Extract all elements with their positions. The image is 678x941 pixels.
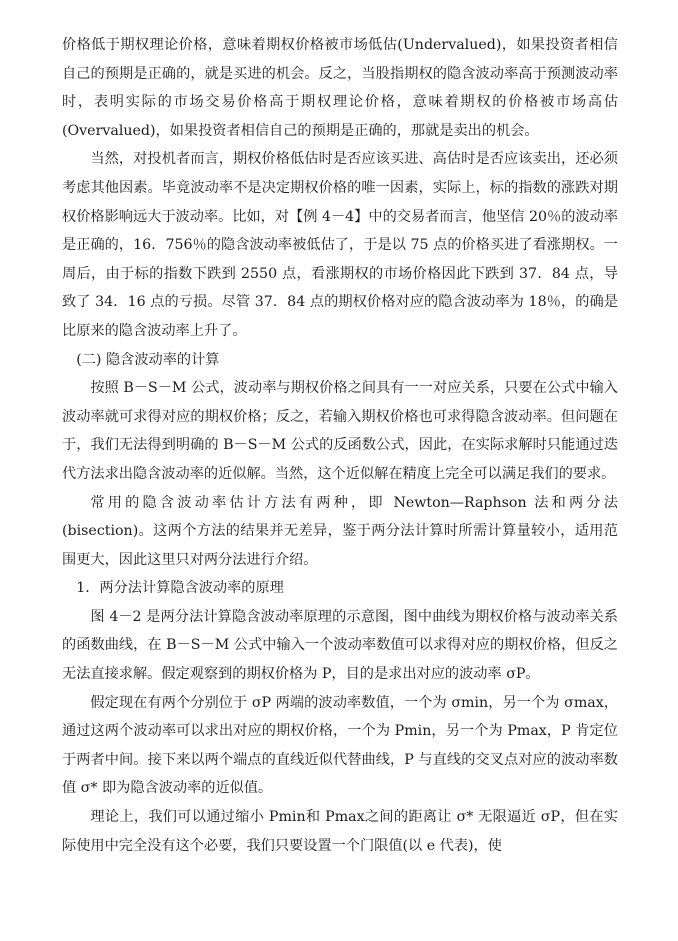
paragraph-bsm: 按照 B－S－M 公式，波动率与期权价格之间具有一一对应关系，只要在公式中输入波动率就可求得对应的期权价格；反之，若输入期权价格也可求得隐含波动率。但问题在于，我们无法得到明确的 B－S－M 公式的反函数公式，因此，在实际求解时只能通过迭代方法求出隐含波动率的近似解。当然，这个近似解在精度上完全可以满足我们的要求。 <box>62 380 618 482</box>
paragraph-figure: 图 4－2 是两分法计算隐含波动率原理的示意图，图中曲线为期权价格与波动率关系的函数曲线，在 B－S－M 公式中输入一个波动率数值可以求得对应的期权价格，但反之无法直接求解。假定观察到的期权价格为 P，目的是求出对应的波动率 σP。 <box>62 608 618 683</box>
section-heading: (二) 隐含波动率的计算 <box>76 351 220 368</box>
paragraph-methods: 常用的隐含波动率估计方法有两种，即 Newton—Raphson 法和两分法(bisection)。这两个方法的结果并无差异，鉴于两分法计算时所需计算量较小，适用范围更大，因此这里只对两分法进行介绍。 <box>62 494 618 568</box>
paragraph-valuation: 价格低于期权理论价格，意味着期权价格被市场低估(Undervalued)，如果投资者相信自己的预期是正确的，就是买进的机会。反之，当股指期权的隐含波动率高于预测波动率时，表明实际的市场交易价格高于期权理论价格，意味着期权的价格被市场高估(Overvalued)，如果投资者相信自己的预期是正确的，那就是卖出的机会。 <box>62 37 618 139</box>
paragraph-endpoints: 假定现在有两个分别位于 σP 两端的波动率数值，一个为 σmin，另一个为 σmax，通过这两个波动率可以求出对应的期权价格，一个为 Pmin，另一个为 Pmax，P 肯定位于两者中间。接下来以两个端点的直线近似代替曲线，P 与直线的交叉点对应的波动率数值 σ* 即为隐含波动率的近似值。 <box>62 694 618 797</box>
paragraph-speculator: 当然，对投机者而言，期权价格低估时是否应该买进、高估时是否应该卖出，还必须考虑其他因素。毕竟波动率不是决定期权价格的唯一因素，实际上，标的指数的涨跌对期权价格影响远大于波动率。比如，对【例 4－4】中的交易者而言，他坚信 20％的波动率是正确的，16．756％的隐含波动率被低估了，于是以 75 点的价格买进了看涨期权。一周后，由于标的指数下跌到 2550 点，看涨期权的市场价格因此下跌到 37．84 点，导致了 34．16 点的亏损。尽管 37．84 点的期权价格对应的隐含波动率为 18％，的确是比原来的隐含波动率上升了。 <box>62 151 618 339</box>
subsection-heading: 1．两分法计算隐含波动率的原理 <box>76 580 284 597</box>
paragraph-threshold: 理论上，我们可以通过缩小 Pmin和 Pmax之间的距离让 σ* 无限逼近 σP，但在实际使用中完全没有这个必要，我们只要设置一个门限值(以 e 代表)，使 <box>62 809 618 854</box>
